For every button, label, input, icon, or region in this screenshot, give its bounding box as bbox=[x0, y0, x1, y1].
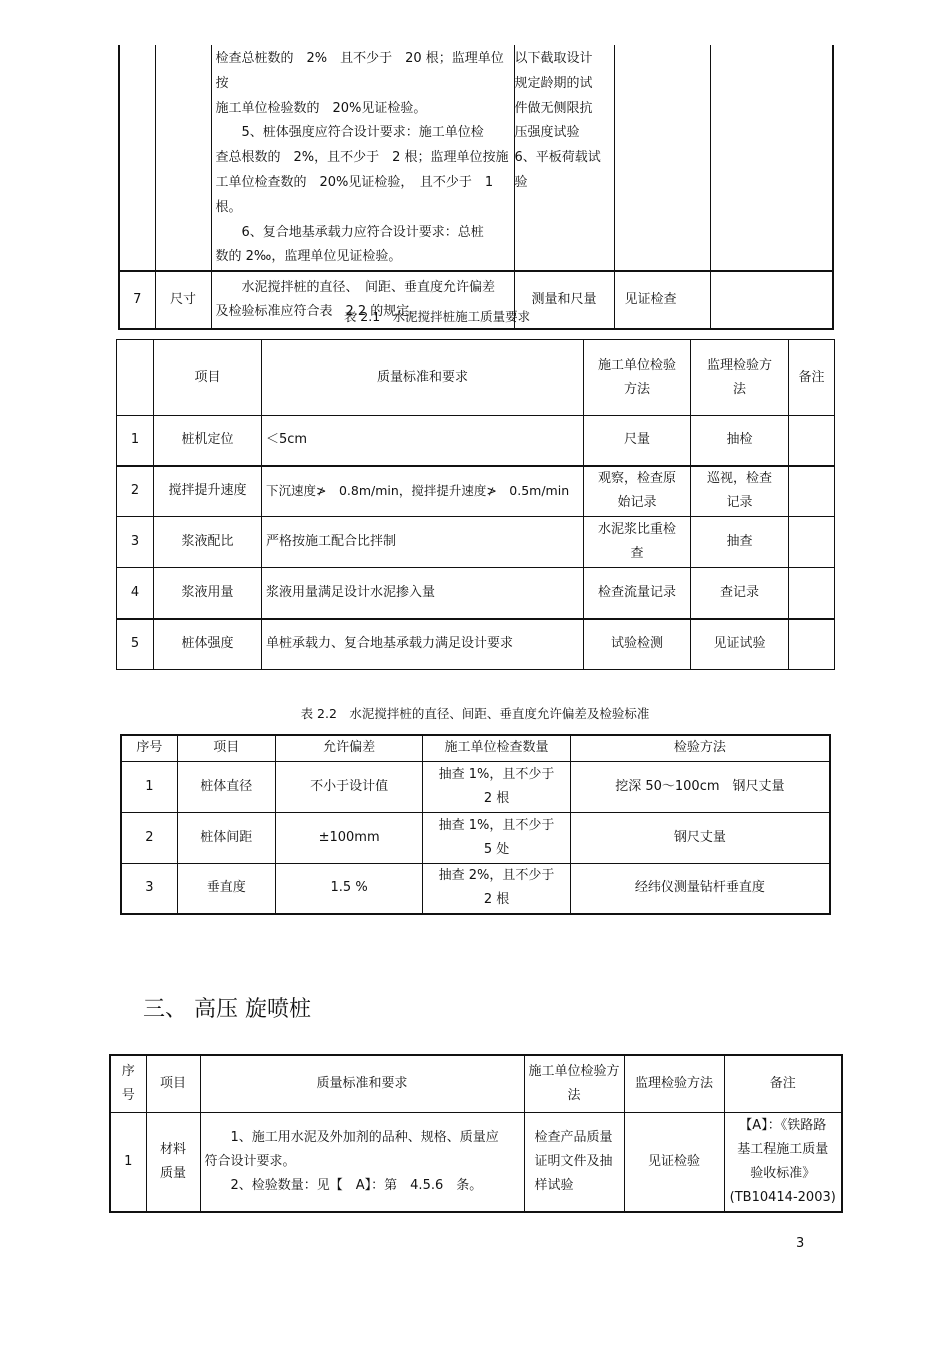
header-method: 检验方法 bbox=[570, 735, 830, 761]
text-line: 及检验标准应符合表 2.2 的规定。 bbox=[215, 304, 423, 320]
table-header-row bbox=[121, 735, 830, 761]
note-cell bbox=[789, 568, 835, 619]
row-number: 5 bbox=[117, 619, 154, 670]
row-number: 1 bbox=[121, 761, 177, 812]
method-cell bbox=[514, 45, 614, 271]
tolerance-table bbox=[120, 734, 831, 915]
header-item: 项目 bbox=[146, 1055, 200, 1112]
item-cell: 浆液用量 bbox=[154, 568, 262, 619]
text-line: 基工程施工质量 bbox=[737, 1141, 829, 1157]
table-row bbox=[117, 517, 835, 568]
table-row bbox=[121, 863, 830, 914]
row-number: 3 bbox=[117, 517, 154, 568]
table-row bbox=[117, 568, 835, 619]
header-no bbox=[117, 340, 154, 416]
method-cell: 检查流量记录 bbox=[584, 568, 691, 619]
text-line: 6、平板荷载试 bbox=[514, 150, 601, 166]
text-line: 以下截取设计 bbox=[514, 51, 593, 66]
requirements-cell: 单桩承载力、复合地基承载力满足设计要求 bbox=[262, 619, 584, 670]
table-row bbox=[119, 45, 833, 271]
table-row bbox=[117, 619, 835, 670]
item-cell: 材料质量 bbox=[146, 1112, 200, 1212]
text-line: 符合设计要求。 bbox=[204, 1153, 296, 1169]
text-line: 压强度试验 bbox=[514, 125, 580, 141]
deviation-cell: ±100mm bbox=[275, 812, 422, 863]
method-cell: 挖深 50～100cm 钢尺丈量 bbox=[570, 761, 830, 812]
text-line: 水泥搅拌桩的直径、 间距、垂直度允许偏差 bbox=[241, 280, 496, 296]
item-cell: 桩机定位 bbox=[154, 416, 262, 466]
item-cell: 浆液配比 bbox=[154, 517, 262, 568]
row-number: 2 bbox=[117, 466, 154, 517]
header-method: 施工单位检验方法 bbox=[584, 340, 691, 416]
method-cell: 观察，检查原始记录 bbox=[584, 466, 691, 517]
row-number: 1 bbox=[110, 1112, 146, 1212]
table-row bbox=[117, 416, 835, 466]
header-no: 序号 bbox=[110, 1055, 146, 1112]
requirements-cell: 浆液用量满足设计水泥掺入量 bbox=[262, 568, 584, 619]
text-line: 验 bbox=[514, 174, 528, 190]
requirements-cell: ＜5cm bbox=[262, 416, 584, 466]
quantity-cell: 抽查 1%，且不少于 2 根 bbox=[423, 761, 570, 812]
text-line: 工单位检查数的 20%见证检验， 且不少于 1 根。 bbox=[215, 174, 494, 215]
text-line: 6、复合地基承载力应符合设计要求：总桩 bbox=[241, 224, 484, 240]
continued-table bbox=[118, 45, 834, 330]
text-line: (TB10414-2003) bbox=[729, 1189, 836, 1205]
note-cell bbox=[789, 466, 835, 517]
page-number: 3 bbox=[796, 1236, 805, 1251]
row-number: 2 bbox=[121, 812, 177, 863]
row-number: 7 bbox=[119, 271, 155, 329]
text-line: 验收标准》 bbox=[750, 1165, 816, 1181]
method-cell: 测量和尺量 bbox=[514, 271, 614, 329]
header-note: 备注 bbox=[789, 340, 835, 416]
table-caption: 表 2.2 水泥搅拌桩的直径、间距、垂直度允许偏差及检验标准 bbox=[300, 706, 650, 721]
text-line: 件做无侧限抗 bbox=[514, 100, 593, 116]
note-cell bbox=[789, 416, 835, 466]
quantity-cell: 抽查 1%，且不少于 5 处 bbox=[423, 812, 570, 863]
method-cell: 尺量 bbox=[584, 416, 691, 466]
item-cell: 桩体间距 bbox=[177, 812, 275, 863]
quantity-cell: 抽查 2%，且不少于 2 根 bbox=[423, 863, 570, 914]
requirements-cell bbox=[211, 45, 514, 271]
method-cell: 水泥浆比重检查 bbox=[584, 517, 691, 568]
deviation-cell: 不小于设计值 bbox=[275, 761, 422, 812]
item-cell: 尺寸 bbox=[155, 271, 211, 329]
header-requirements: 质量标准和要求 bbox=[200, 1055, 524, 1112]
supervision-cell: 见证试验 bbox=[691, 619, 789, 670]
item-cell: 桩体直径 bbox=[177, 761, 275, 812]
jet-grouting-table bbox=[109, 1054, 843, 1213]
header-quantity: 施工单位检查数量 bbox=[423, 735, 570, 761]
text-line: 1、施工用水泥及外加剂的品种、规格、质量应 bbox=[230, 1129, 499, 1145]
header-no: 序号 bbox=[121, 735, 177, 761]
row-number: 4 bbox=[117, 568, 154, 619]
row-number: 3 bbox=[121, 863, 177, 914]
construction-quality-table bbox=[116, 339, 835, 670]
method-cell: 试验检测 bbox=[584, 619, 691, 670]
note-cell bbox=[724, 1112, 842, 1212]
header-supervision: 监理检验方法 bbox=[624, 1055, 724, 1112]
table-row bbox=[121, 761, 830, 812]
header-method: 施工单位检验方法 bbox=[524, 1055, 624, 1112]
header-item: 项目 bbox=[154, 340, 262, 416]
header-requirements: 质量标准和要求 bbox=[262, 340, 584, 416]
text-line: 【A】：《铁路路 bbox=[739, 1117, 827, 1133]
text-line: 施工单位检验数的 20%见证检验。 bbox=[215, 100, 427, 116]
text-line: 5、桩体强度应符合设计要求：施工单位检 bbox=[241, 125, 484, 141]
table-caption: 表 2.1 水泥搅拌桩施工质量要求 bbox=[343, 309, 531, 324]
section-heading: 三、 高压 旋喷桩 bbox=[143, 997, 311, 1022]
header-item: 项目 bbox=[177, 735, 275, 761]
header-supervision: 监理检验方法 bbox=[691, 340, 789, 416]
requirements-cell bbox=[200, 1112, 524, 1212]
supervision-cell: 见证检验 bbox=[624, 1112, 724, 1212]
table-header-row bbox=[117, 340, 835, 416]
table-row bbox=[117, 466, 835, 517]
text-line: 查总根数的 2%，且不少于 2 根；监理单位按施 bbox=[215, 150, 509, 166]
row-number: 1 bbox=[117, 416, 154, 466]
text-line: 2、检验数量：见【 A】：第 4.5.6 条。 bbox=[230, 1177, 483, 1193]
table-row bbox=[110, 1112, 842, 1212]
supervision-cell: 查记录 bbox=[691, 568, 789, 619]
text-line: 检查总桩数的 2% 且不少于 20 根；监理单位按 bbox=[215, 51, 504, 91]
requirements-cell: 严格按施工配合比拌制 bbox=[262, 517, 584, 568]
header-note: 备注 bbox=[724, 1055, 842, 1112]
requirements-cell: 下沉速度≯ 0.8m/min，搅拌提升速度≯ 0.5m/min bbox=[262, 466, 584, 517]
supervision-cell: 见证检查 bbox=[614, 271, 710, 329]
table-row bbox=[121, 812, 830, 863]
supervision-cell: 抽查 bbox=[691, 517, 789, 568]
supervision-cell: 巡视，检查记录 bbox=[691, 466, 789, 517]
item-cell: 桩体强度 bbox=[154, 619, 262, 670]
header-deviation: 允许偏差 bbox=[275, 735, 422, 761]
text-line: 数的 2‰，监理单位见证检验。 bbox=[215, 249, 402, 265]
deviation-cell: 1.5 % bbox=[275, 863, 422, 914]
supervision-cell: 抽检 bbox=[691, 416, 789, 466]
method-cell: 经纬仪测量钻杆垂直度 bbox=[570, 863, 830, 914]
item-cell: 搅拌提升速度 bbox=[154, 466, 262, 517]
table-header-row bbox=[110, 1055, 842, 1112]
note-cell bbox=[789, 517, 835, 568]
text-line: 规定龄期的试 bbox=[514, 75, 593, 91]
note-cell bbox=[789, 619, 835, 670]
method-cell: 检查产品质量证明文件及抽样试验 bbox=[524, 1112, 624, 1212]
method-cell: 钢尺丈量 bbox=[570, 812, 830, 863]
item-cell: 垂直度 bbox=[177, 863, 275, 914]
